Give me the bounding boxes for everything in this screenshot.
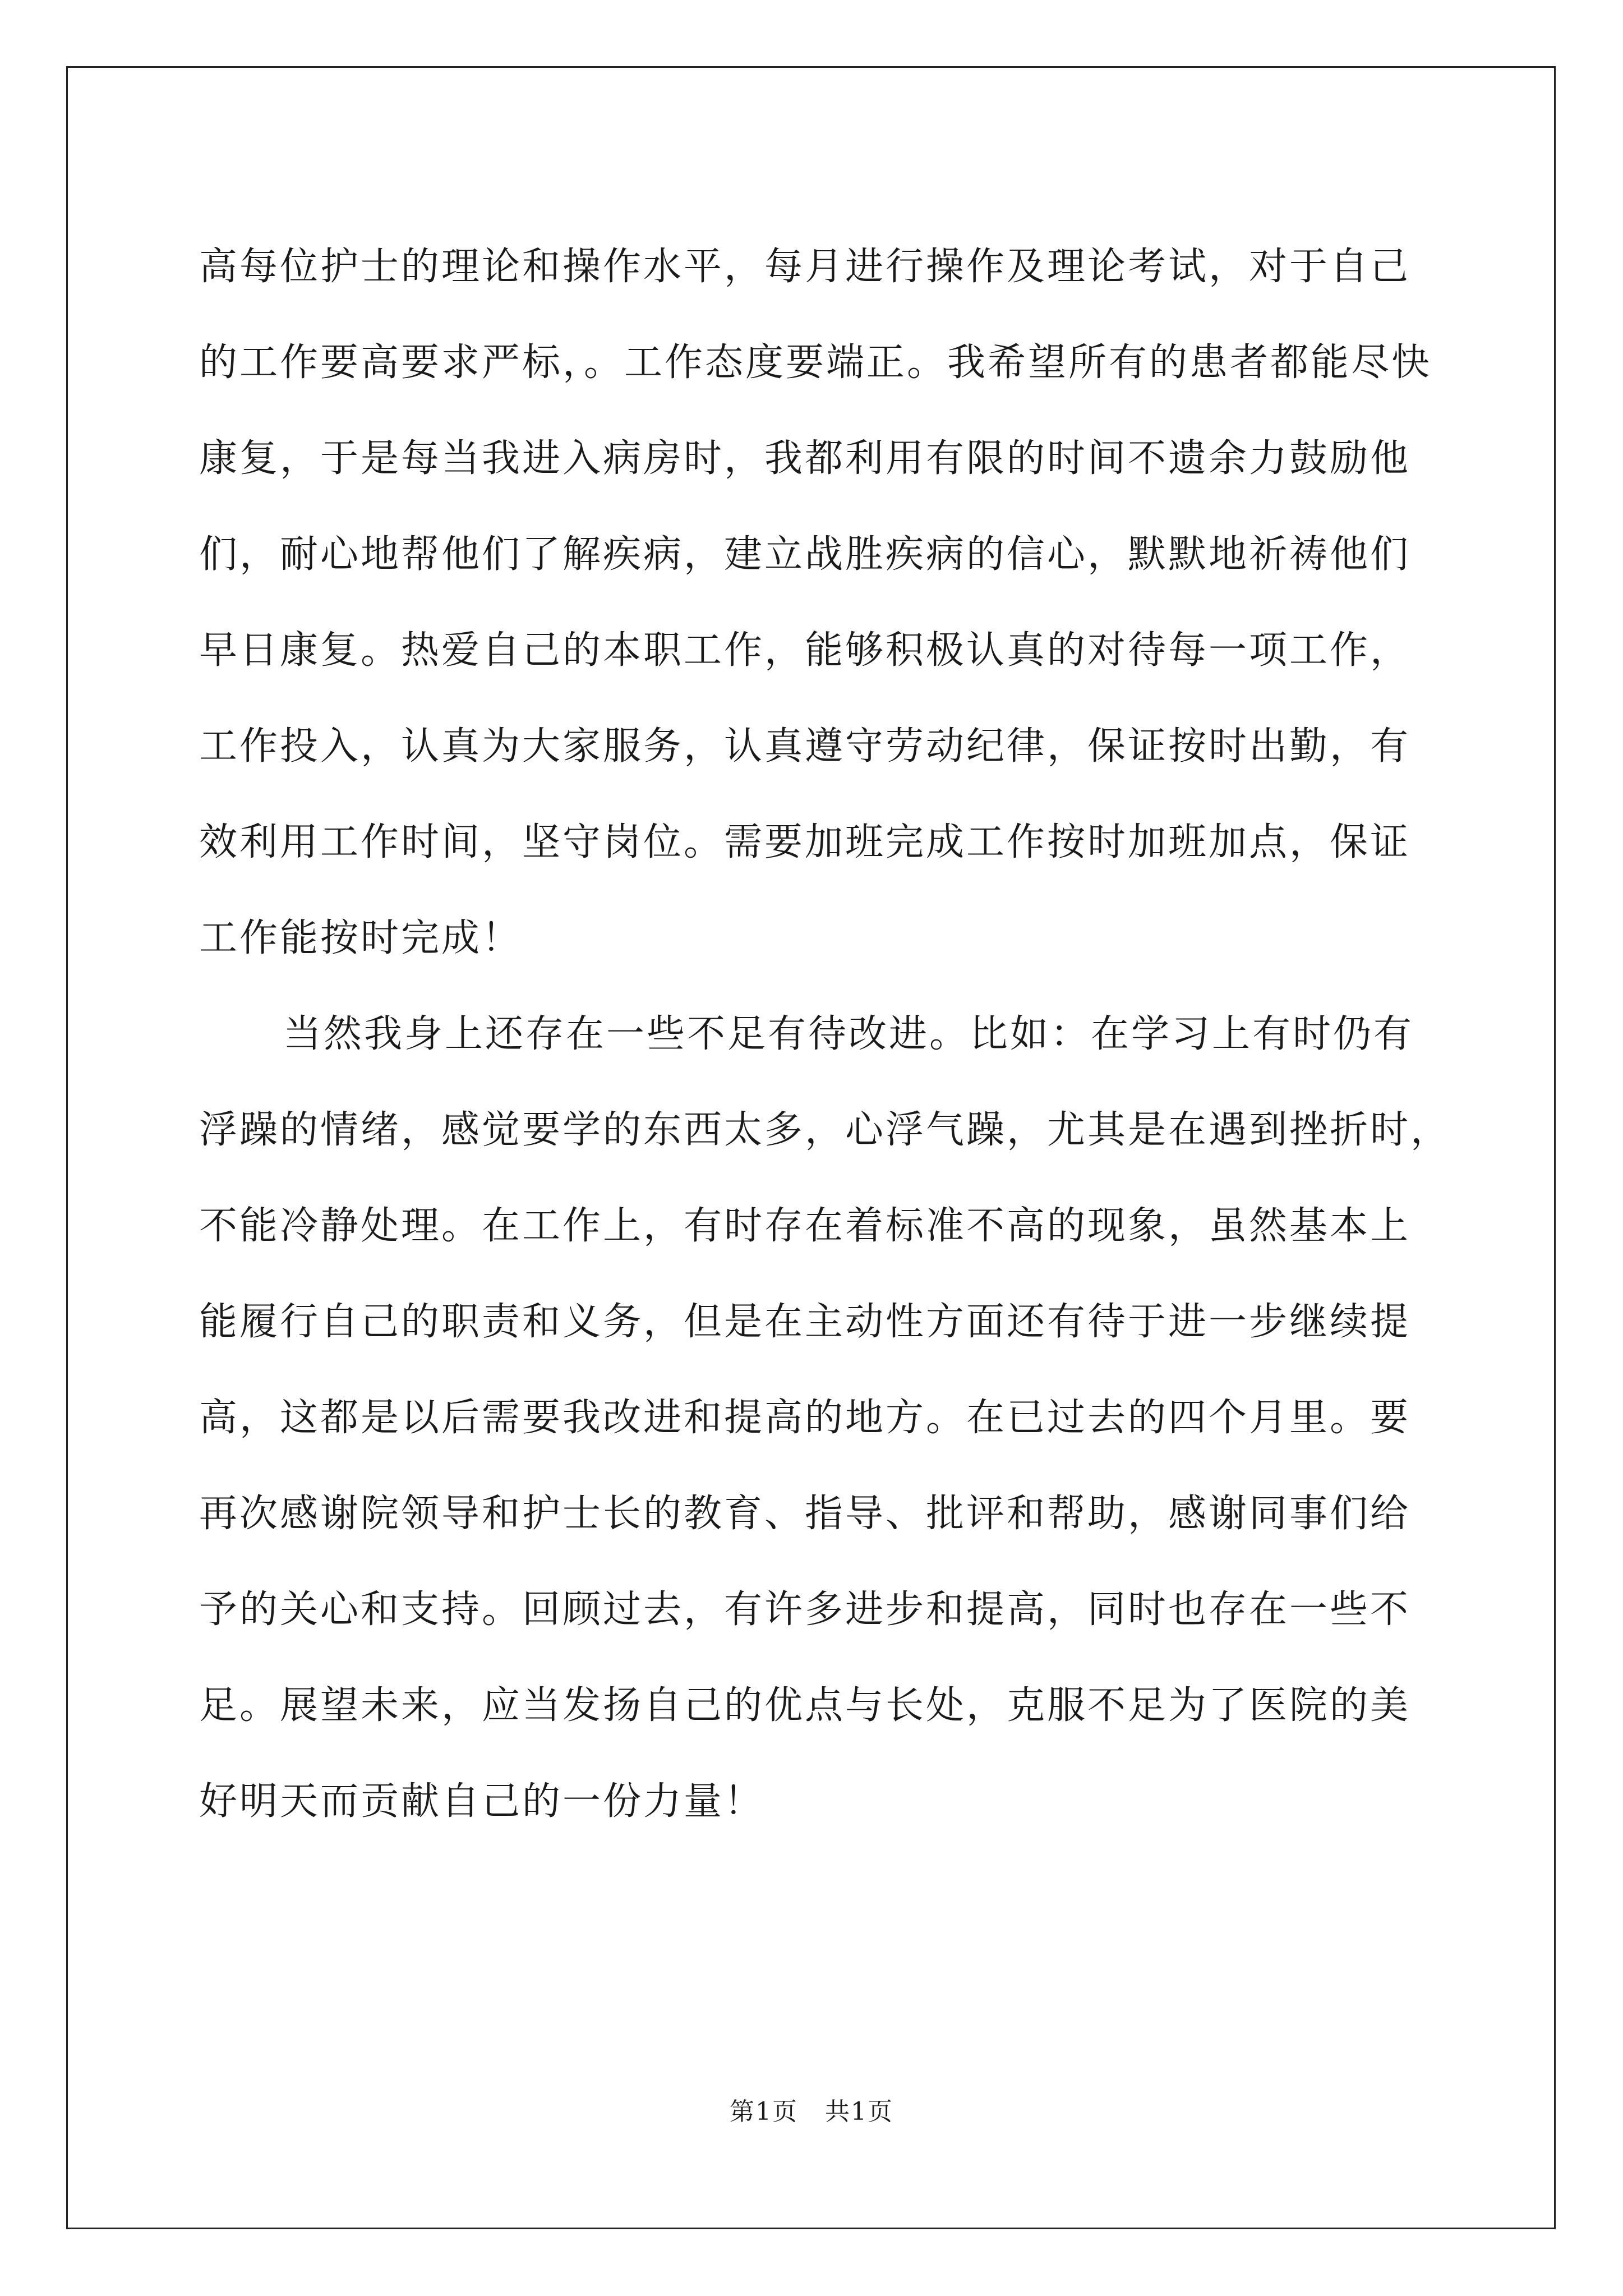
text-line: 高每位护士的理论和操作水平，每月进行操作及理论考试，对于自己 <box>199 245 1411 289</box>
text-line: 予的关心和支持。回顾过去，有许多进步和提高，同时也存在一些不 <box>199 1588 1411 1632</box>
text-line: 不能冷静处理。在工作上，有时存在着标准不高的现象，虽然基本上 <box>199 1204 1411 1248</box>
text-line: 再次感谢院领导和护士长的教育、指导、批评和帮助，感谢同事们给 <box>199 1492 1411 1536</box>
text-line: 效利用工作时间，坚守岗位。需要加班完成工作按时加班加点，保证 <box>199 820 1411 864</box>
text-line: 工作投入，认真为大家服务，认真遵守劳动纪律，保证按时出勤，有 <box>199 724 1411 769</box>
document-body <box>199 219 1451 1849</box>
text-line: 们，耐心地帮他们了解疾病，建立战胜疾病的信心，默默地祈祷他们 <box>199 532 1411 577</box>
text-line: 高，这都是以后需要我改进和提高的地方。在已过去的四个月里。要 <box>199 1396 1411 1440</box>
text-line: 康复，于是每当我进入病房时，我都利用有限的时间不遗余力鼓励他 <box>199 436 1411 481</box>
text-line: 工作能按时完成！ <box>199 916 523 960</box>
text-line: 的工作要高要求严标，。工作态度要端正。我希望所有的患者都能尽快 <box>199 341 1432 385</box>
text-line: 好明天而贡献自己的一份力量！ <box>199 1779 765 1824</box>
paragraph-first-line: 当然我身上还存在一些不足有待改进。比如：在学习上有时仍有 <box>283 1012 1414 1056</box>
text-line: 足。展望未来，应当发扬自己的优点与长处，克服不足为了医院的美 <box>199 1683 1411 1728</box>
text-line: 早日康复。热爱自己的本职工作，能够积极认真的对待每一项工作， <box>199 628 1411 673</box>
text-line: 能履行自己的职责和义务，但是在主动性方面还有待于进一步继续提 <box>199 1300 1411 1344</box>
page-number: 第1页 共1页 <box>730 2097 893 2126</box>
text-line: 浮躁的情绪，感觉要学的东西太多，心浮气躁，尤其是在遇到挫折时， <box>199 1108 1451 1152</box>
